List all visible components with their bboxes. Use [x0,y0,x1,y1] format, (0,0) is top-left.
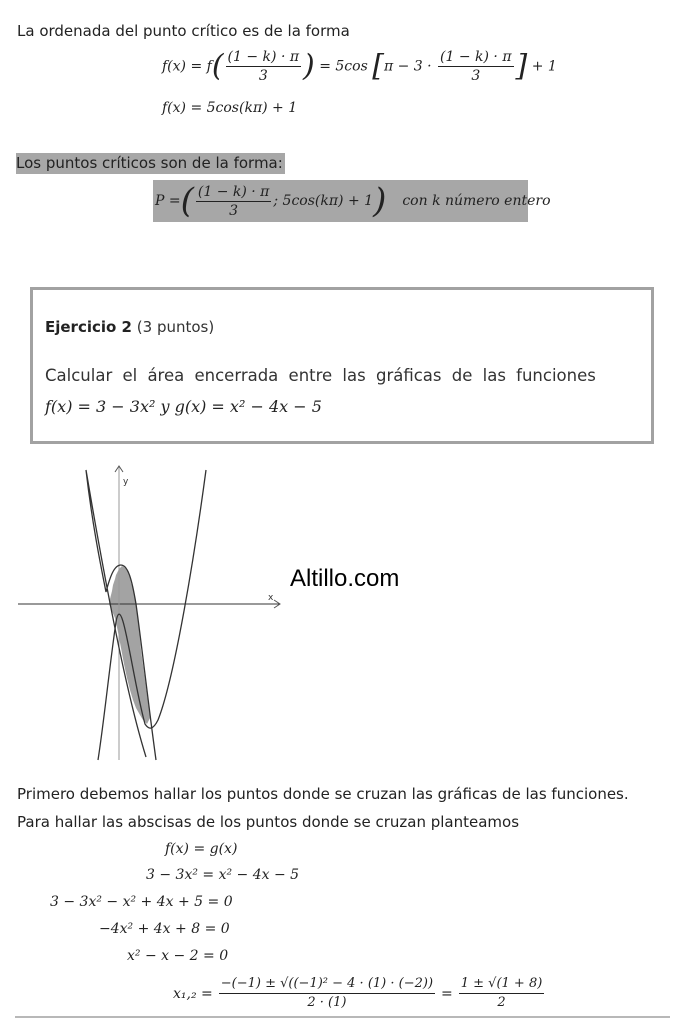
eq1-frac2-num: (1 − k) · π [440,49,512,65]
quad-eq: = [441,985,453,1002]
point-note: con k número entero [402,193,551,209]
point-lhs: P = [155,193,181,209]
equation-step-3: 3 − 3x² − x² + 4x + 5 = 0 [50,894,233,910]
point-frac-den: 3 [229,202,239,219]
quad-den: 2 · (1) [307,995,347,1010]
exercise-box [30,287,654,444]
intro-text: La ordenada del punto crítico es de la forma [17,22,350,40]
equation-ordinate: f(x) = f( $\frac{(1 - k) \cdot \pi}{3}$ ) = 5cos [π − 3 · $\frac{(1 - k) \cdot \pi}{3}$ ] + 1 [162,48,557,84]
eq1-mid: = 5cos [319,58,368,75]
graph-shaded-region [109,566,150,724]
eq1-tail: + 1 [531,58,557,75]
solution-line-1: Primero debemos hallar los puntos donde se cruzan las gráficas de las funciones. [17,785,629,803]
eq1-fraction-2 [438,48,514,85]
quad-fraction-2 [459,975,545,1012]
eq1-frac-num: (1 − k) · π [227,49,300,65]
solution-line-2: Para hallar las abscisas de los puntos donde se cruzan planteamos [17,813,520,831]
quad-den-2: 2 [497,995,506,1010]
point-fraction [196,183,272,220]
x-axis-label: x [268,593,274,603]
exercise-statement: Calcular el área encerrada entre las gráficas de las funciones [45,366,596,385]
exercise-functions: f(x) = 3 − 3x² y g(x) = x² − 4x − 5 [45,397,322,416]
equation-step-2: 3 − 3x² = x² − 4x − 5 [146,867,300,883]
eq1-frac-den: 3 [258,68,268,84]
exercise-title: Ejercicio 2 [45,318,132,336]
point-frac-num: (1 − k) · π [197,183,270,200]
eq1-frac2-den: 3 [471,68,481,84]
equation-step-1: f(x) = g(x) [165,841,238,857]
bottom-divider [15,1016,670,1018]
exercise-points: (3 puntos) [136,318,215,336]
quad-num: −(−1) ± √((−1)² − 4 · (1) · (−2)) [219,975,435,994]
point-tail: ; 5cos(kπ) + 1 [273,193,374,209]
eq1-inner: π − 3 · [383,58,432,75]
watermark-text: Altillo.com [290,565,400,592]
equation-step-4: −4x² + 4x + 8 = 0 [99,921,230,937]
eq1-lhs: f(x) = f [162,58,212,75]
equation-ordinate-simplified: f(x) = 5cos(kπ) + 1 [162,100,298,116]
function-graph [10,462,300,762]
y-axis-label: y [123,477,129,487]
quad-num-2: 1 ± √(1 + 8) [459,975,545,994]
critical-point-formula: P = ( $\frac{(1 - k) \cdot \pi}{3}$ ; 5cos(kπ) + 1 ) con k número entero [155,181,551,221]
eq1-fraction [226,48,302,85]
equation-step-5: x² − x − 2 = 0 [127,948,229,964]
quad-lhs: x₁,₂ = [173,985,213,1002]
exercise-title-line [45,318,214,336]
critical-points-heading: Los puntos críticos son de la forma: [16,154,283,172]
quadratic-formula [173,975,546,1012]
quad-fraction-1 [219,975,435,1012]
